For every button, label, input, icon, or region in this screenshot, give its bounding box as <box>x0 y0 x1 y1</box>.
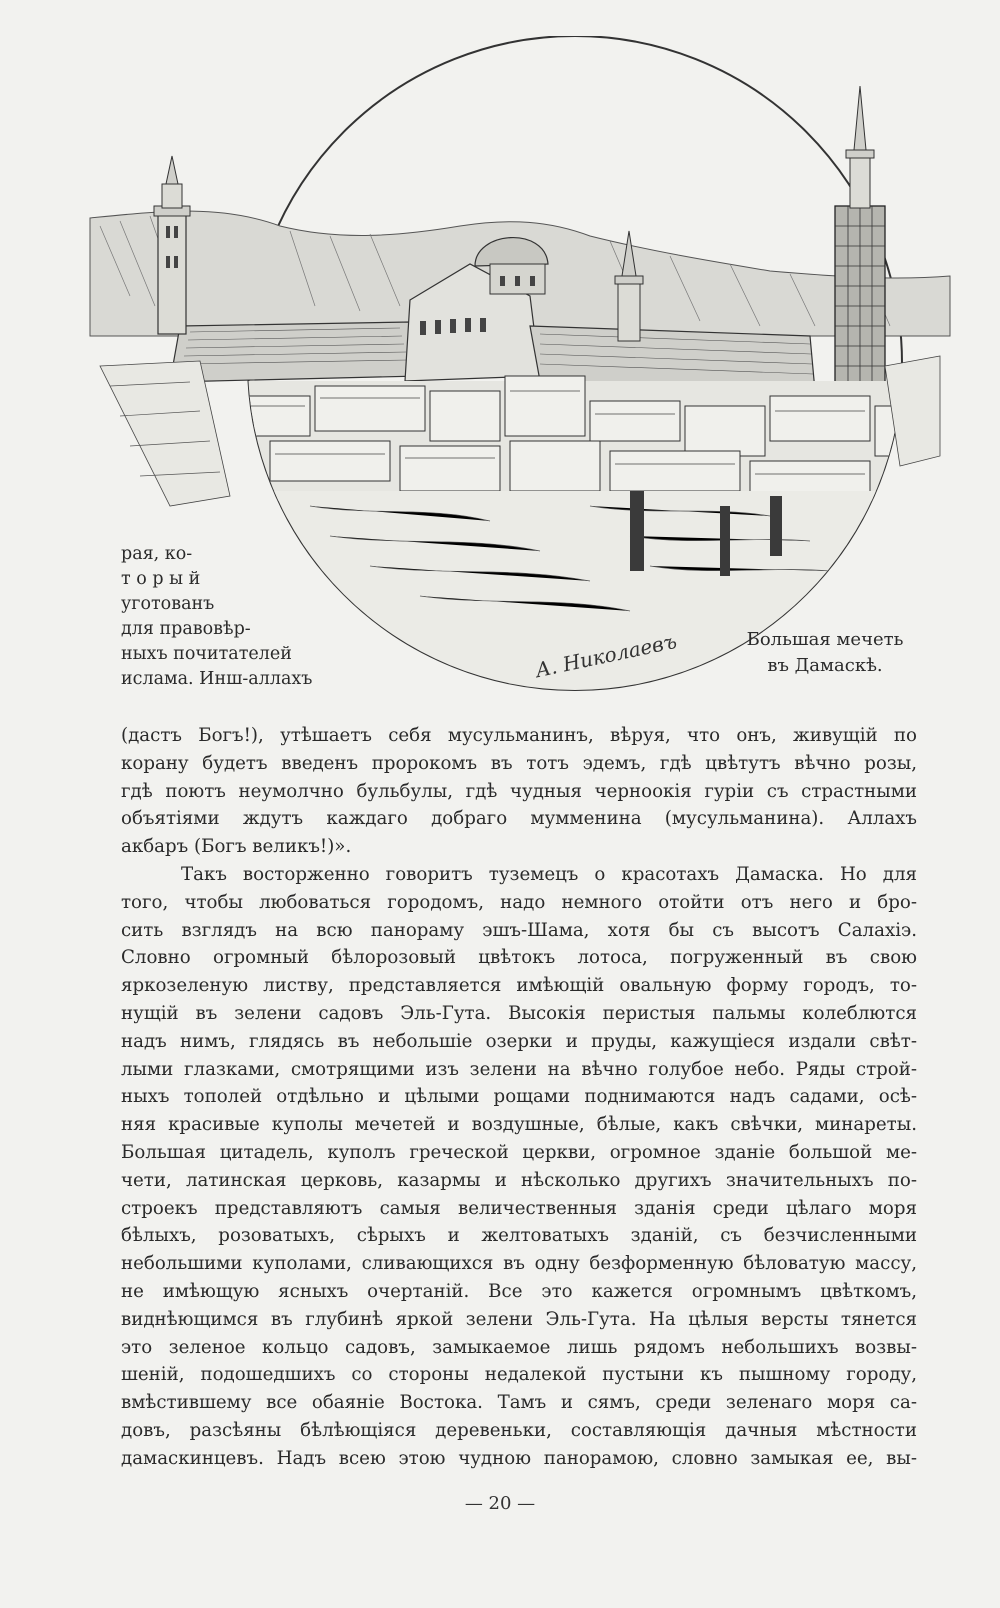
artist-signature: А. Николаевъ <box>533 628 679 683</box>
text-line: яркозеленую листву, представляется имѣющій овальную форму городъ, то- <box>121 975 917 997</box>
side-line: уготованъ <box>121 594 215 614</box>
mosque-roof-left <box>170 322 420 382</box>
illustration-caption <box>740 627 910 679</box>
side-line: для правовѣр- <box>121 619 251 639</box>
text-line: чети, латинская церковь, казармы и нѣсколько другихъ значительныхъ по- <box>121 1169 917 1191</box>
side-line: т о р ы й <box>121 569 201 589</box>
text-line: вмѣстившему все обаяніе Востока. Тамъ и сямъ, среди зеленаго моря са- <box>121 1392 917 1414</box>
caption-line-2: въ Дамаскѣ. <box>767 655 883 676</box>
text-line: Словно огромный бѣлорозовый цвѣтокъ лотоса, погруженный въ свою <box>121 947 917 969</box>
text-line: дамаскинцевъ. Надъ всею этою чудною панорамою, словно замыкая ее, вы- <box>121 1447 917 1469</box>
side-line: рая, ко- <box>121 544 193 564</box>
page-number: — 20 — <box>464 1493 536 1514</box>
minaret-left <box>154 156 190 334</box>
right-foreground <box>885 356 940 466</box>
text-line: довъ, разсѣяны бѣлѣющіяся деревеньки, составляющія дачныя мѣстности <box>121 1419 917 1441</box>
left-foreground <box>100 361 230 506</box>
side-column-text <box>121 542 312 692</box>
text-line: бѣлыхъ, розоватыхъ, сѣрыхъ и желтоватыхъ зданій, съ безчисленными <box>121 1225 917 1247</box>
text-line: няя красивые куполы мечетей и воздушные, бѣлые, какъ свѣчки, минареты. <box>121 1114 917 1136</box>
text-line: надъ нимъ, глядясь въ небольшіе озерки и пруды, кажущіеся издали свѣт- <box>121 1030 917 1052</box>
minaret-right <box>835 86 885 406</box>
text-line: Такъ восторженно говоритъ туземецъ о красотахъ Дамаска. Но для <box>181 863 917 885</box>
text-line: того, чтобы любоваться городомъ, надо немного отойти отъ него и бро- <box>121 891 917 913</box>
text-line: ныхъ тополей отдѣльно и цѣлыми рощами поднимаются надъ садами, осѣ- <box>121 1086 917 1108</box>
text-line: строекъ представляютъ самыя величественныя зданія среди цѣлаго моря <box>121 1197 917 1219</box>
text-line: шеній, подошедшихъ со стороны недалекой пустыни къ пышному городу, <box>121 1364 917 1386</box>
text-line: не имѣющую ясныхъ очертаній. Все это кажется огромнымъ цвѣткомъ, <box>121 1280 917 1302</box>
text-line: Большая цитадель, куполъ греческой церкви, огромное зданіе большой ме- <box>121 1141 917 1163</box>
text-line: небольшими куполами, сливающихся въ одну безформенную бѣловатую массу, <box>121 1253 917 1275</box>
text-line: нущій въ зелени садовъ Эль-Гута. Высокія перистыя пальмы колеблются <box>121 1002 917 1024</box>
text-line: (дастъ Богъ!), утѣшаетъ себя мусульманинъ, вѣруя, что онъ, живущій по <box>121 725 917 746</box>
text-line: виднѣющимся въ глубинѣ яркой зелени Эль-Гута. На цѣлыя версты тянется <box>121 1308 917 1330</box>
caption-line-1: Большая мечеть <box>746 629 904 650</box>
side-line: ислама. Инш-аллахъ <box>121 669 313 689</box>
text-line: гдѣ поютъ неумолчно бульбулы, гдѣ чудныя черноокія гуріи съ страстными <box>121 780 917 802</box>
side-line: ныхъ почитателей <box>121 644 292 664</box>
text-line: акбаръ (Богъ великъ!)». <box>121 836 352 858</box>
text-line: лыми глазками, смотрящими изъ зелени на вѣчно голубое небо. Ряды строй- <box>121 1058 917 1080</box>
text-line: это зеленое кольцо садовъ, замыкаемое лишь рядомъ небольшихъ возвы- <box>121 1336 917 1358</box>
text-line: сить взглядъ на всю панораму эшъ-Шама, хотя бы съ высотъ Салахіэ. <box>121 919 917 941</box>
text-line: корану будетъ введенъ пророкомъ въ тотъ эдемъ, гдѣ цвѣтутъ вѣчно розы, <box>121 752 917 774</box>
text-line: объятіями ждутъ каждаго добраго мумменина (мусульманина). Аллахъ <box>121 808 917 830</box>
body-text <box>121 722 917 1473</box>
